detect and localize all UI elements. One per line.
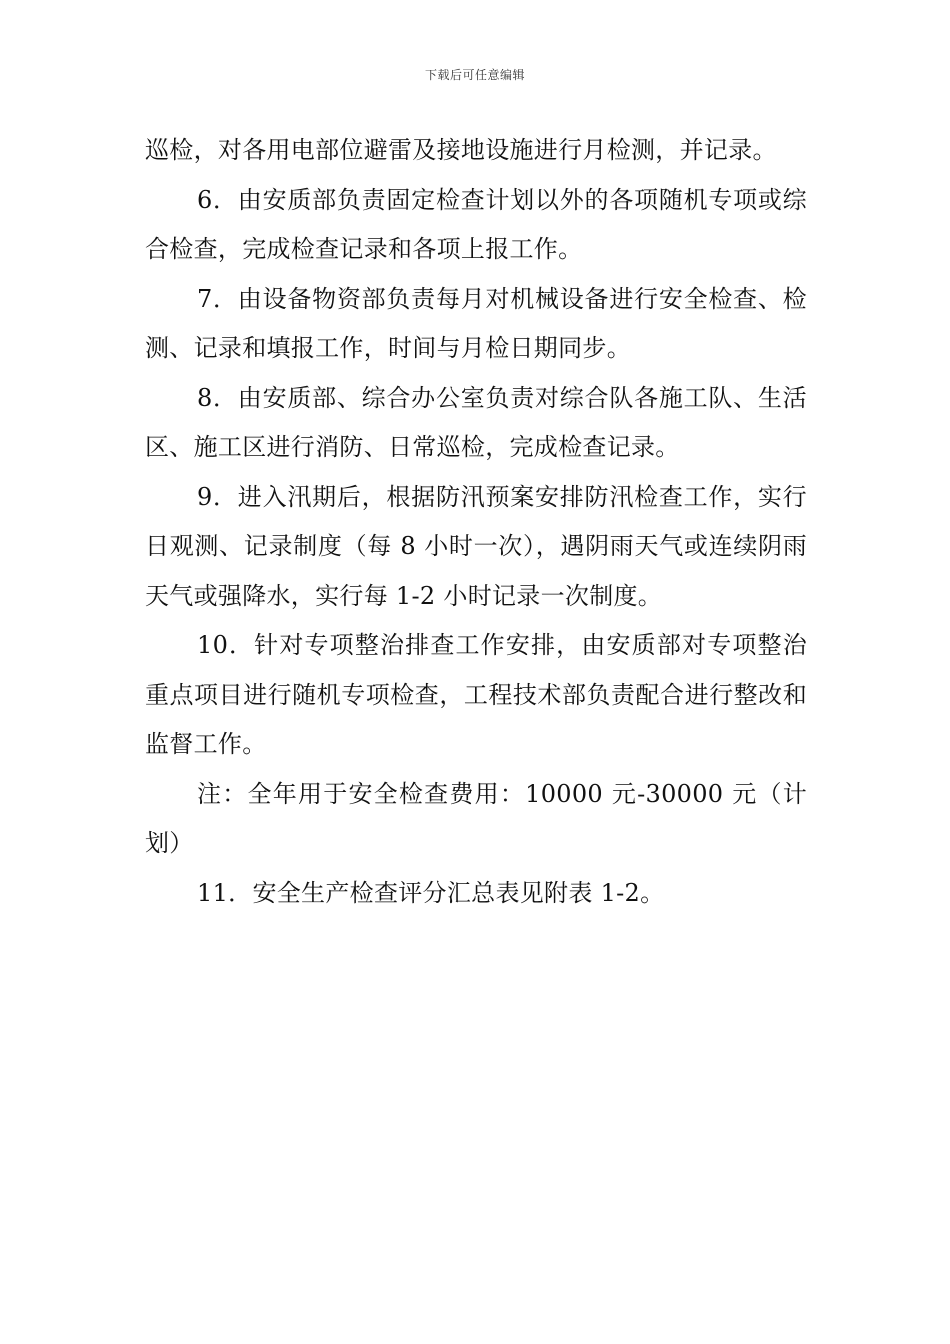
paragraph-continuation: 巡检，对各用电部位避雷及接地设施进行月检测，并记录。 <box>145 136 777 164</box>
document-body <box>145 126 807 918</box>
paragraph-note-budget: 注：全年用于安全检查费用：10000 元-30000 元（计划） <box>145 779 807 857</box>
paragraph-item-10: 10．针对专项整治排查工作安排，由安质部对专项整治重点项目进行随机专项检查，工程技术部负责配合进行整改和监督工作。 <box>145 631 807 758</box>
paragraph-item-8: 8．由安质部、综合办公室负责对综合队各施工队、生活区、施工区进行消防、日常巡检，完成检查记录。 <box>145 383 807 461</box>
paragraph-item-9: 9．进入汛期后，根据防汛预案安排防汛检查工作，实行日观测、记录制度（每 8 小时一次），遇阴雨天气或连续阴雨天气或强降水，实行每 1-2 小时记录一次制度。 <box>145 482 807 610</box>
paragraph-item-7: 7．由设备物资部负责每月对机械设备进行安全检查、检测、记录和填报工作，时间与月检日期同步。 <box>145 284 807 362</box>
paragraph-item-11: 11．安全生产检查评分汇总表见附表 1-2。 <box>197 878 665 907</box>
paragraph-item-6: 6．由安质部负责固定检查计划以外的各项随机专项或综合检查，完成检查记录和各项上报工作。 <box>145 185 807 263</box>
page-header-note: 下载后可任意编辑 <box>424 68 525 82</box>
